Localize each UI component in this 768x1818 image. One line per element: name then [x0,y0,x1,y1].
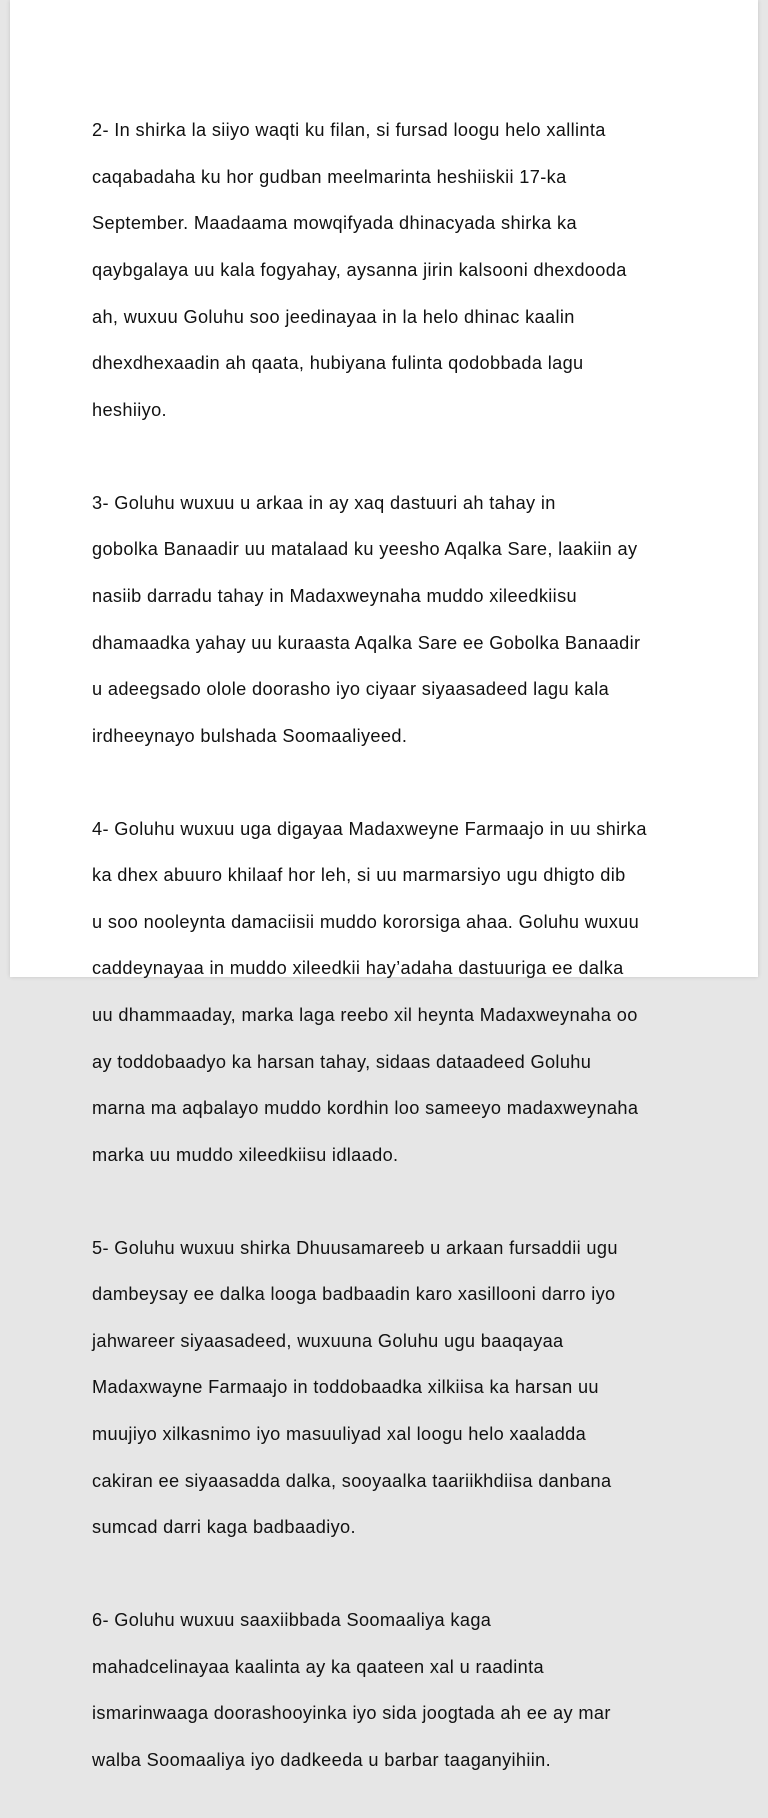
text-line: 3- Goluhu wuxuu u arkaa in ay xaq dastuuri ah tahay in [92,492,556,513]
text-line: 2- In shirka la siiyo waqti ku filan, si fursad loogu helo xallinta [92,120,606,141]
text-line: qaybgalaya uu kala fogyahay, aysanna jirin kalsooni dhexdooda [92,260,627,281]
text-line: marka uu muddo xileedkiisu idlaado. [92,1144,399,1165]
text-line: caddeynayaa in muddo xileedkii hay’adaha dastuuriga ee dalka [92,958,624,979]
text-line: sumcad darri kaga badbaadiyo. [92,1517,356,1538]
text-line: dhamaadka yahay uu kuraasta Aqalka Sare ee Gobolka Banaadir [92,632,641,653]
text-line: u adeegsado ololе doorasho iyo ciyaar siyaasadeed lagu kala [92,679,610,700]
text-line: walba Soomaaliya iyo dadkeeda u barbar taaganyihiin. [92,1749,552,1770]
paragraph-2 [92,96,692,445]
paragraph-3 [92,468,692,771]
document-body [92,96,692,1818]
text-line: nasiib darradu tahay in Madaxweynaha muddo xileedkiisu [92,585,577,606]
paragraph-5 [92,1213,692,1562]
text-line: September. Maadaama mowqifyada dhinacyada shirka ka [92,213,577,234]
text-line: 5- Goluhu wuxuu shirka Dhuusamareeb u arkaan fursaddii ugu [92,1237,618,1258]
text-line: ah, wuxuu Goluhu soo jeedinayaa in la helo dhinac kaalin [92,306,575,327]
document-page [10,0,758,1770]
text-line: caqabadaha ku hor gudban meelmarinta heshiiskii 17-ka [92,166,567,187]
text-line: 6- Goluhu wuxuu saaxiibbada Soomaaliya kaga [92,1610,492,1631]
text-line: jahwareer siyaasadeed, wuxuuna Goluhu ugu baaqayaa [92,1330,564,1351]
text-line: ay toddobaadyo ka harsan tahay, sidaas dataadeed Goluhu [92,1051,592,1072]
text-line: dambeysay ee dalka looga badbaadin karo xasillooni darro iyo [92,1284,616,1305]
text-line: mahadcelinayaa kaalinta ay ka qaateen xal u raadinta [92,1656,544,1677]
text-line: cakiran ee siyaasadda dalka, sooyaalka taariikhdiisa danbana [92,1470,612,1491]
text-line: muujiyo xilkasnimo iyo masuuliyad xal loogu helo xaaladda [92,1424,587,1445]
text-line: Madaxwayne Farmaajo in toddobaadka xilkiisa ka harsan uu [92,1377,599,1398]
text-line: dhexdhexaadin ah qaata, hubiyana fulinta qodobbada lagu [92,353,584,374]
text-line: ismarinwaaga doorashooyinka iyo sida joogtada ah ee ay mar [92,1703,611,1724]
paragraph-4 [92,794,692,1190]
text-line: marna ma aqbalayo muddo kordhin loo sameeyo madaxweynaha [92,1098,639,1119]
text-line: u soo nooleynta damaciisii muddo kororsiga ahaa. Goluhu wuxuu [92,911,640,932]
text-line: uu dhammaaday, marka laga reebo xil heynta Madaxweynaha oo [92,1004,638,1025]
text-line: irdheeynayo bulshada Soomaaliyeed. [92,725,408,746]
text-line: ka dhex abuuro khilaaf hor leh, si uu marmarsiyo ugu dhigto dib [92,865,626,886]
text-line: 4- Goluhu wuxuu uga digayaa Madaxweyne Farmaajo in uu shirka [92,818,647,839]
text-line: gobolka Banaadir uu matalaad ku yeesho Aqalka Sare, laakiin ay [92,539,638,560]
text-line: heshiiyo. [92,399,167,420]
paragraph-6 [92,1586,692,1796]
